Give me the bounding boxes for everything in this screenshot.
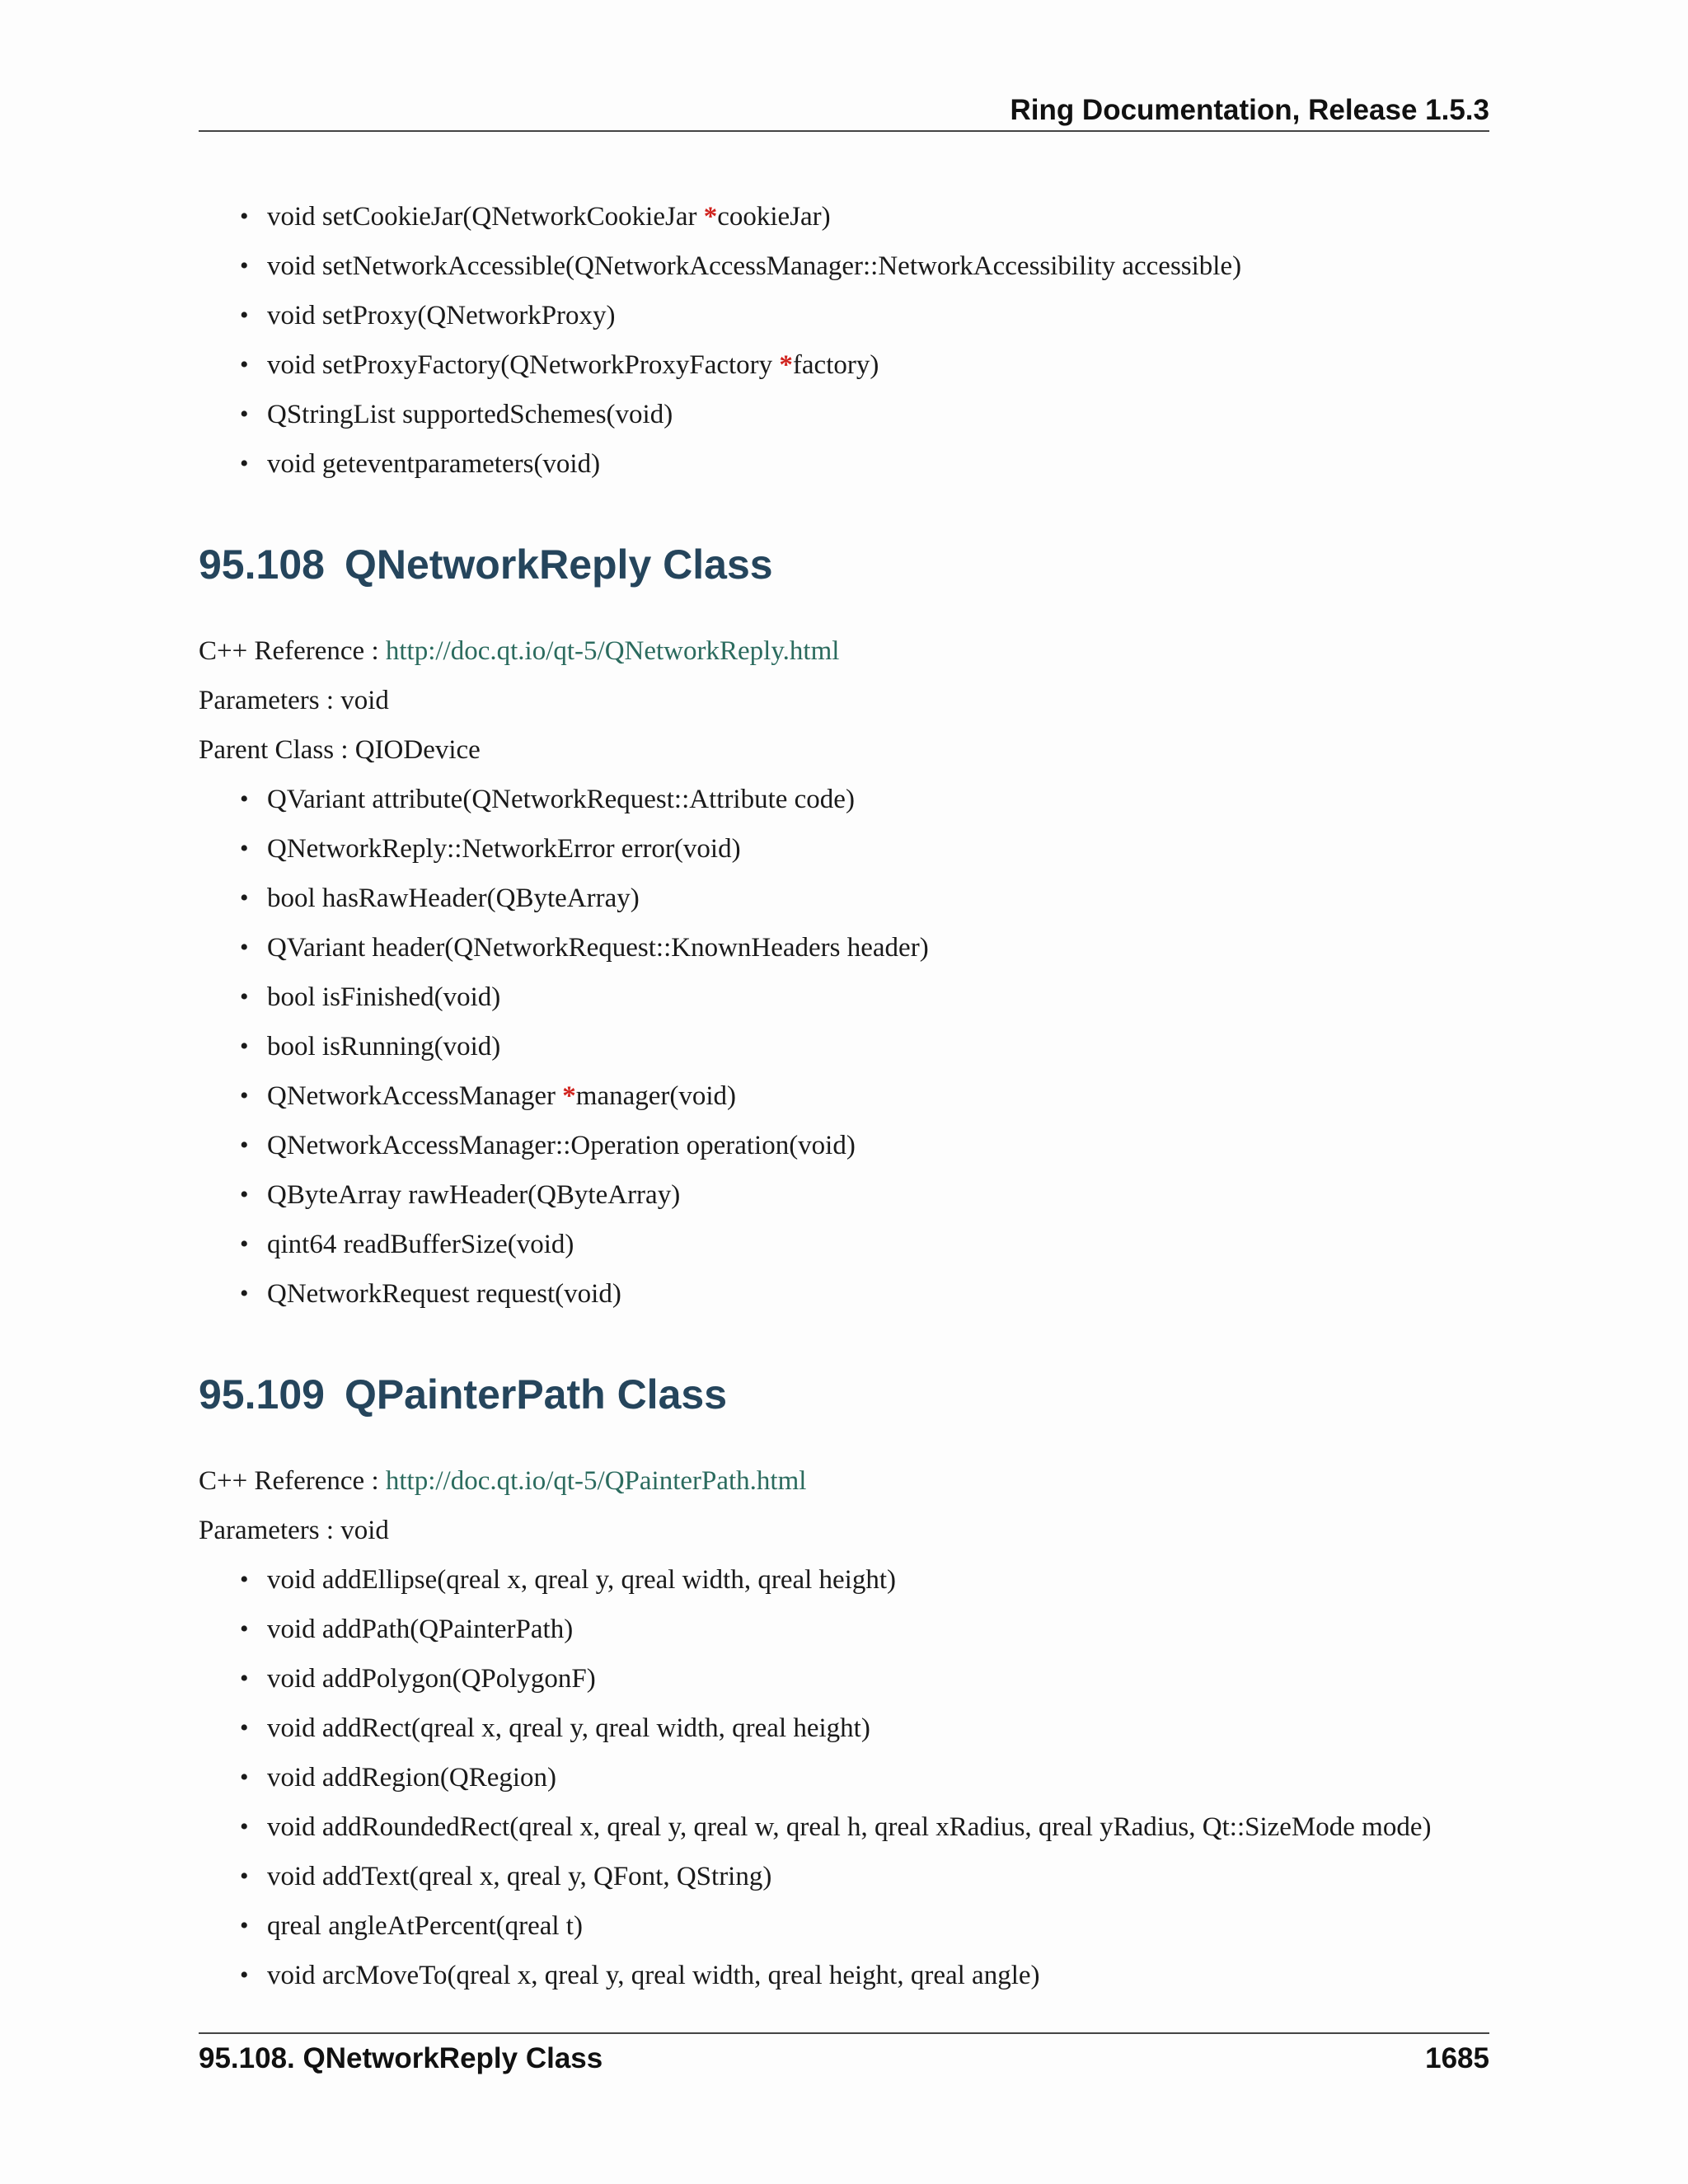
method-item [199, 291, 1489, 340]
parent-class-line: Parent Class : QIODevice [199, 735, 481, 765]
method-item [199, 340, 1489, 390]
section-number: 95.108 [199, 541, 325, 588]
method-item [199, 241, 1489, 291]
cpp-reference-link[interactable]: http://doc.qt.io/qt-5/QPainterPath.html [385, 1466, 807, 1496]
section-heading-qpainterpath [199, 1371, 727, 1418]
method-signature: void setProxy(QNetworkProxy) [267, 301, 616, 330]
method-item [199, 1071, 1489, 1121]
method-signature: bool hasRawHeader(QByteArray) [267, 883, 640, 913]
section2-method-list [199, 1555, 1489, 2000]
method-signature-rest: cookieJar) [717, 202, 831, 232]
method-signature: QNetworkReply::NetworkError error(void) [267, 834, 741, 864]
cpp-reference-label: C++ Reference : [199, 636, 386, 666]
method-signature: void geteventparameters(void) [267, 449, 601, 479]
method-signature: QVariant header(QNetworkRequest::KnownHeaders header) [267, 933, 929, 963]
method-signature: void addPolygon(QPolygonF) [267, 1664, 596, 1694]
method-signature: QVariant attribute(QNetworkRequest::Attribute code) [267, 785, 855, 814]
method-signature: void arcMoveTo(qreal x, qreal y, qreal width, qreal height, qreal angle) [267, 1961, 1040, 1990]
intro-method-list [199, 192, 1489, 489]
method-signature: qint64 readBufferSize(void) [267, 1230, 574, 1259]
method-item [199, 1654, 1489, 1704]
section2-method-list-block [199, 1555, 1489, 2000]
method-item [199, 874, 1489, 923]
pointer-asterisk: * [562, 1081, 576, 1111]
method-item [199, 1951, 1489, 2000]
method-signature: QNetworkAccessManager [267, 1081, 563, 1111]
section-heading-qnetworkreply [199, 541, 773, 588]
section1-method-list [199, 775, 1489, 1319]
cpp-reference [199, 1456, 1489, 1506]
parameters-line: Parameters : void [199, 1516, 389, 1545]
method-signature: QByteArray rawHeader(QByteArray) [267, 1180, 681, 1210]
method-signature: void addRect(qreal x, qreal y, qreal width, qreal height) [267, 1713, 870, 1743]
method-item [199, 972, 1489, 1022]
cpp-reference [199, 626, 1489, 676]
method-item [199, 1022, 1489, 1071]
pointer-asterisk: * [779, 350, 793, 380]
method-signature: QNetworkAccessManager::Operation operation(void) [267, 1131, 856, 1160]
method-item [199, 1170, 1489, 1220]
method-item [199, 1269, 1489, 1319]
parameters-line: Parameters : void [199, 686, 389, 715]
method-signature-rest: manager(void) [575, 1081, 737, 1111]
method-item [199, 1220, 1489, 1269]
method-item [199, 1753, 1489, 1802]
page-header [199, 89, 1489, 132]
section1-method-list-block [199, 775, 1489, 1319]
method-item [199, 1555, 1489, 1605]
method-signature-rest: factory) [792, 350, 879, 380]
method-signature: void addRoundedRect(qreal x, qreal y, qreal w, qreal h, qreal xRadius, qreal yRadius, Qt::SizeMode mode) [267, 1812, 1432, 1842]
method-item [199, 390, 1489, 439]
intro-method-list-block [199, 192, 1489, 489]
page-footer [199, 2032, 1489, 2075]
document-page [199, 0, 1489, 2184]
method-signature: void addText(qreal x, qreal y, QFont, QString) [267, 1862, 772, 1891]
method-signature: bool isFinished(void) [267, 982, 501, 1012]
method-item [199, 923, 1489, 972]
method-signature: void setNetworkAccessible(QNetworkAccessManager::NetworkAccessibility accessible) [267, 251, 1242, 281]
section1-meta [199, 626, 1489, 775]
method-item [199, 192, 1489, 241]
pointer-asterisk: * [703, 202, 718, 232]
method-item [199, 1704, 1489, 1753]
header-title: Ring Documentation, Release 1.5.3 [1010, 94, 1489, 126]
section-number: 95.109 [199, 1371, 325, 1418]
method-signature: void addPath(QPainterPath) [267, 1615, 574, 1644]
method-signature: void setProxyFactory(QNetworkProxyFactory [267, 350, 780, 380]
cpp-reference-label: C++ Reference : [199, 1466, 386, 1496]
section2-meta [199, 1456, 1489, 1555]
method-signature: void addEllipse(qreal x, qreal y, qreal width, qreal height) [267, 1565, 897, 1595]
method-signature: QNetworkRequest request(void) [267, 1279, 621, 1309]
method-signature: void setCookieJar(QNetworkCookieJar [267, 202, 704, 232]
method-signature: qreal angleAtPercent(qreal t) [267, 1911, 583, 1941]
method-signature: QStringList supportedSchemes(void) [267, 400, 673, 429]
method-signature: void addRegion(QRegion) [267, 1763, 557, 1793]
footer-section: 95.108. QNetworkReply Class [199, 2042, 603, 2074]
method-item [199, 775, 1489, 824]
section-title: QPainterPath Class [344, 1371, 727, 1418]
method-item [199, 1901, 1489, 1951]
page-number: 1685 [1425, 2042, 1489, 2074]
method-item [199, 824, 1489, 874]
method-item [199, 1605, 1489, 1654]
method-item [199, 1802, 1489, 1852]
method-signature: bool isRunning(void) [267, 1032, 501, 1062]
method-item [199, 1852, 1489, 1901]
cpp-reference-link[interactable]: http://doc.qt.io/qt-5/QNetworkReply.html [385, 636, 840, 666]
method-item [199, 439, 1489, 489]
section-title: QNetworkReply Class [344, 541, 773, 588]
method-item [199, 1121, 1489, 1170]
